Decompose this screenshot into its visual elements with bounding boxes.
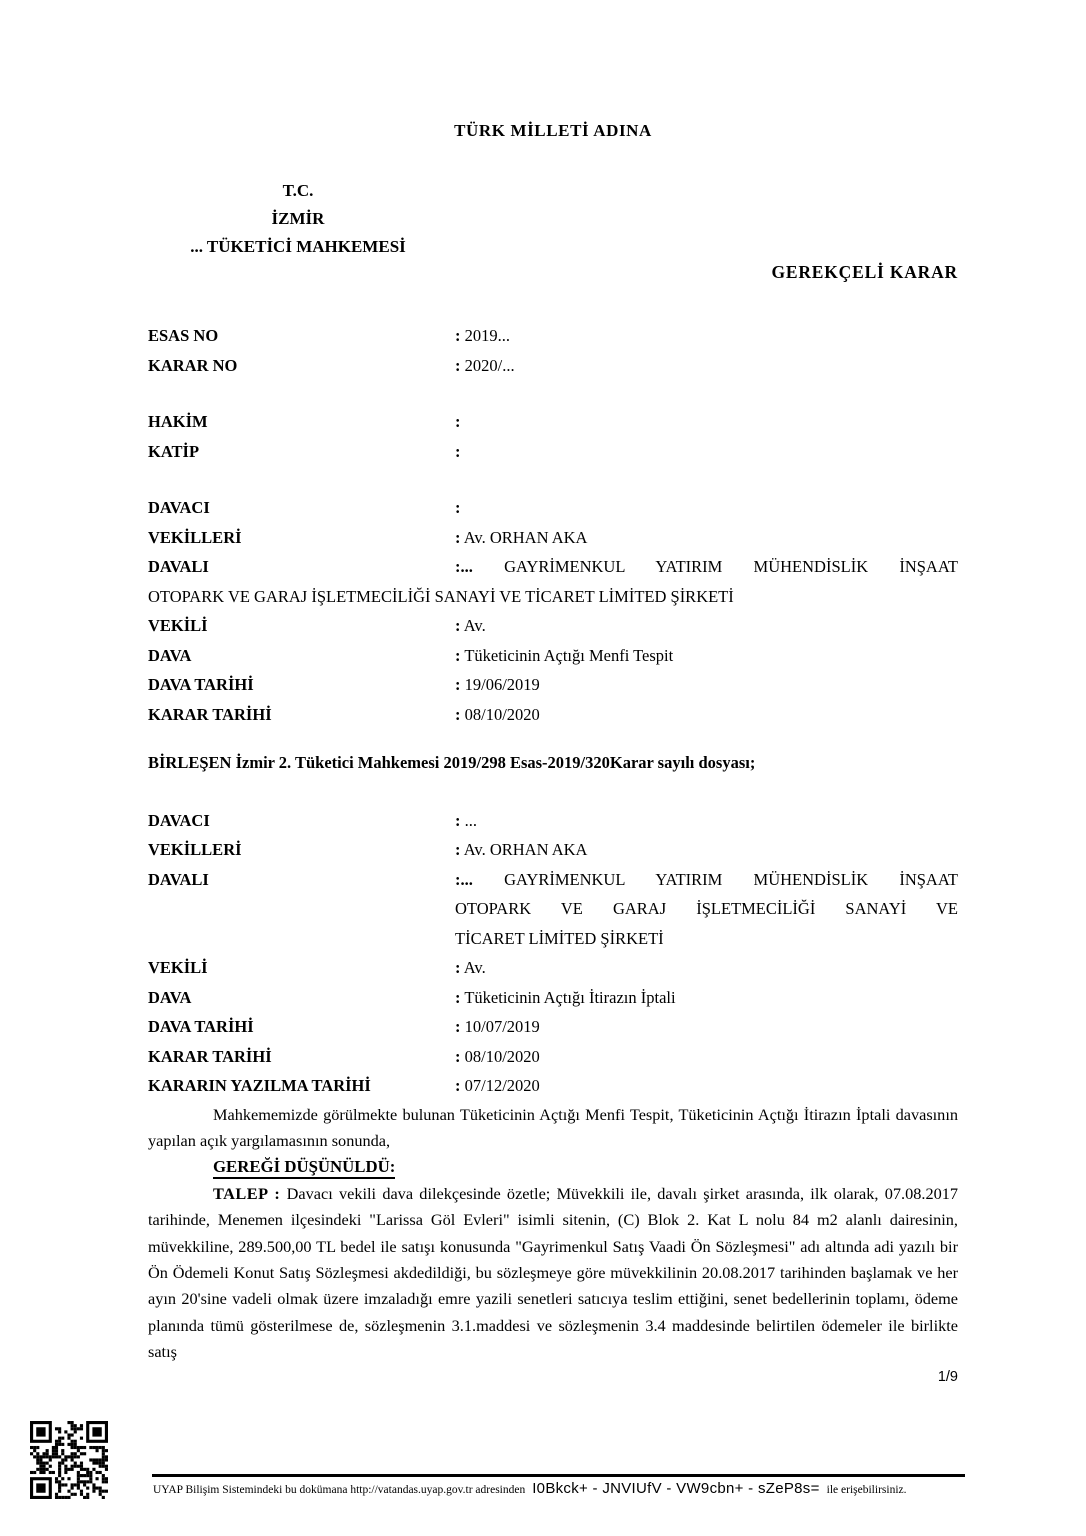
row-katip (148, 437, 958, 467)
field-label: KATİP (148, 441, 200, 461)
court-name: ... TÜKETİCİ MAHKEMESİ (190, 237, 406, 256)
row-vekilleri (148, 523, 958, 553)
field-label: DAVACI (148, 810, 210, 830)
davali-line-2: OTOPARK VE GARAJ İŞLETMECİLİĞİ SANAYİ VE (455, 899, 958, 918)
row-dava (148, 983, 958, 1013)
field-label: VEKİLLERİ (148, 527, 242, 547)
field-value: : 08/10/2020 (455, 704, 540, 724)
field-label: VEKİLİ (148, 958, 208, 977)
spacer (148, 380, 958, 407)
footer-access-line (153, 1480, 1073, 1497)
row-hakim (148, 407, 958, 437)
field-label: KARAR TARİHİ (148, 1046, 272, 1066)
row-davali (148, 865, 958, 954)
field-label: DAVALI (148, 869, 209, 889)
field-value: : Av. ORHAN AKA (455, 840, 588, 859)
merged-case-fields (148, 806, 958, 1101)
field-value: : Av. ORHAN AKA (455, 527, 588, 547)
section-heading: GEREĞİ DÜŞÜNÜLDÜ: (213, 1157, 395, 1179)
intro-paragraph: Mahkememizde görülmekte bulunan Tüketicinin Açtığı Menfi Tespit, Tüketicinin Açtığı İtirazın İptali davasının yapılan açık yargılamasının sonunda, (148, 1104, 958, 1150)
row-karar-no (148, 351, 958, 381)
row-dava-tarihi (148, 670, 958, 700)
field-label: KARAR NO (148, 355, 238, 375)
field-value (455, 865, 958, 954)
field-label: KARARIN YAZILMA TARİHİ (148, 1076, 371, 1095)
footer-access-code: I0Bkck+ - JNVIUfV - VW9cbn+ - sZeP8s= (532, 1480, 820, 1497)
field-value: :... GAYRİMENKUL YATIRIM MÜHENDİSLİK İNŞAAT (455, 557, 958, 576)
field-value: : Tüketicinin Açtığı Menfi Tespit (455, 645, 674, 665)
row-kararin-yazilma-tarihi (148, 1071, 958, 1101)
row-karar-tarihi (148, 700, 958, 730)
judgment-body (148, 1102, 958, 1366)
republic-abbrev: T.C. (282, 181, 314, 200)
field-value: : (455, 412, 461, 431)
talep-paragraph (148, 1181, 958, 1366)
page-number: 1/9 (937, 1368, 958, 1385)
row-esas-no (148, 321, 958, 351)
field-label: DAVA TARİHİ (148, 675, 254, 694)
row-davaci (148, 806, 958, 836)
field-value: : 2019... (455, 326, 510, 345)
footer-access-suffix: ile erişebilirsiniz. (826, 1484, 907, 1496)
field-value: : Tüketicinin Açtığı İtirazın İptali (455, 987, 676, 1007)
talep-label: TALEP : (213, 1183, 281, 1203)
field-value: : (455, 498, 461, 517)
court-city: İZMİR (271, 209, 325, 228)
field-label: VEKİLLERİ (148, 840, 242, 859)
main-case-fields (148, 321, 958, 729)
row-davaci (148, 493, 958, 523)
field-label: DAVA TARİHİ (148, 1017, 254, 1036)
field-label: DAVALI (148, 557, 209, 576)
spacer (148, 466, 958, 493)
row-dava (148, 641, 958, 671)
row-vekili (148, 611, 958, 641)
davali-overflow-line: OTOPARK VE GARAJ İŞLETMECİLİĞİ SANAYİ VE TİCARET LİMİTED ŞİRKETİ (148, 586, 734, 606)
section-heading-line (148, 1154, 958, 1180)
field-value: : 10/07/2019 (455, 1017, 540, 1036)
merged-case-heading: BİRLEŞEN İzmir 2. Tüketici Mahkemesi 2019/298 Esas-2019/320Karar sayılı dosyası; (148, 753, 756, 772)
court-identification (148, 177, 448, 261)
field-label: DAVA (148, 987, 192, 1007)
document-title: GEREKÇELİ KARAR (771, 262, 958, 282)
field-value: : 07/12/2020 (455, 1076, 540, 1095)
field-label: KARAR TARİHİ (148, 704, 272, 724)
row-davali (148, 552, 958, 582)
field-value: : Av. (455, 958, 486, 977)
field-value: : 08/10/2020 (455, 1046, 540, 1066)
qr-code (30, 1421, 108, 1499)
row-dava-tarihi (148, 1012, 958, 1042)
footer-access-prefix: UYAP Bilişim Sistemindeki bu dokümana http://vatandas.uyap.gov.tr adresinden (153, 1484, 526, 1496)
row-vekilleri (148, 835, 958, 865)
field-value: : ... (455, 810, 477, 830)
talep-text: Davacı vekili dava dilekçesinde özetle; Müvekkili ile, davalı şirket arasında, ilk olarak, 07.08.2017 tarihinde, Menemen ilçesindeki "Larissa Göl Evleri" isimli sitenin, (C) Blok 2. Kat L nolu 84 m2 alanlı dairesinin, müvekkiline, 289.500,00 TL bedel ile satışı konusunda "Gayrimenkul Satış Vaadi Ön Sözleşmesi" adı altında adi yazılı bir Ön Ödemeli Konut Satış Sözleşmesi akdedildiği, bu sözleşmeye göre müvekkilinin 20.08.2017 tarihinden başlamak ve her ayın 20'sine vadeli olmak üzere imzaladığı emre yazili senetleri satıcıya teslim ettiğini, senet bedellerinin toplamı, ödeme planında tümü gösterilmese de, sözleşmenin 3.1.maddesi ve sözleşmenin 3.4 maddesinde belirtilen ödemeler ile birlikte satış (148, 1183, 959, 1362)
davali-line-3: TİCARET LİMİTED ŞİRKETİ (455, 928, 664, 948)
davali-line-1: :... GAYRİMENKUL YATIRIM MÜHENDİSLİK İNŞAAT (455, 869, 958, 889)
row-karar-tarihi (148, 1042, 958, 1072)
field-value: : 2020/... (455, 355, 515, 375)
field-label: HAKİM (148, 412, 208, 431)
row-vekili (148, 953, 958, 983)
document-motto: TÜRK MİLLETİ ADINA (454, 121, 652, 140)
field-label: DAVA (148, 645, 192, 665)
field-label: VEKİLİ (148, 616, 208, 635)
field-label: ESAS NO (148, 326, 219, 345)
footer-divider (152, 1474, 965, 1477)
field-value: : (455, 441, 461, 461)
field-label: DAVACI (148, 498, 210, 517)
field-value: : Av. (455, 616, 486, 635)
field-value: : 19/06/2019 (455, 675, 540, 694)
